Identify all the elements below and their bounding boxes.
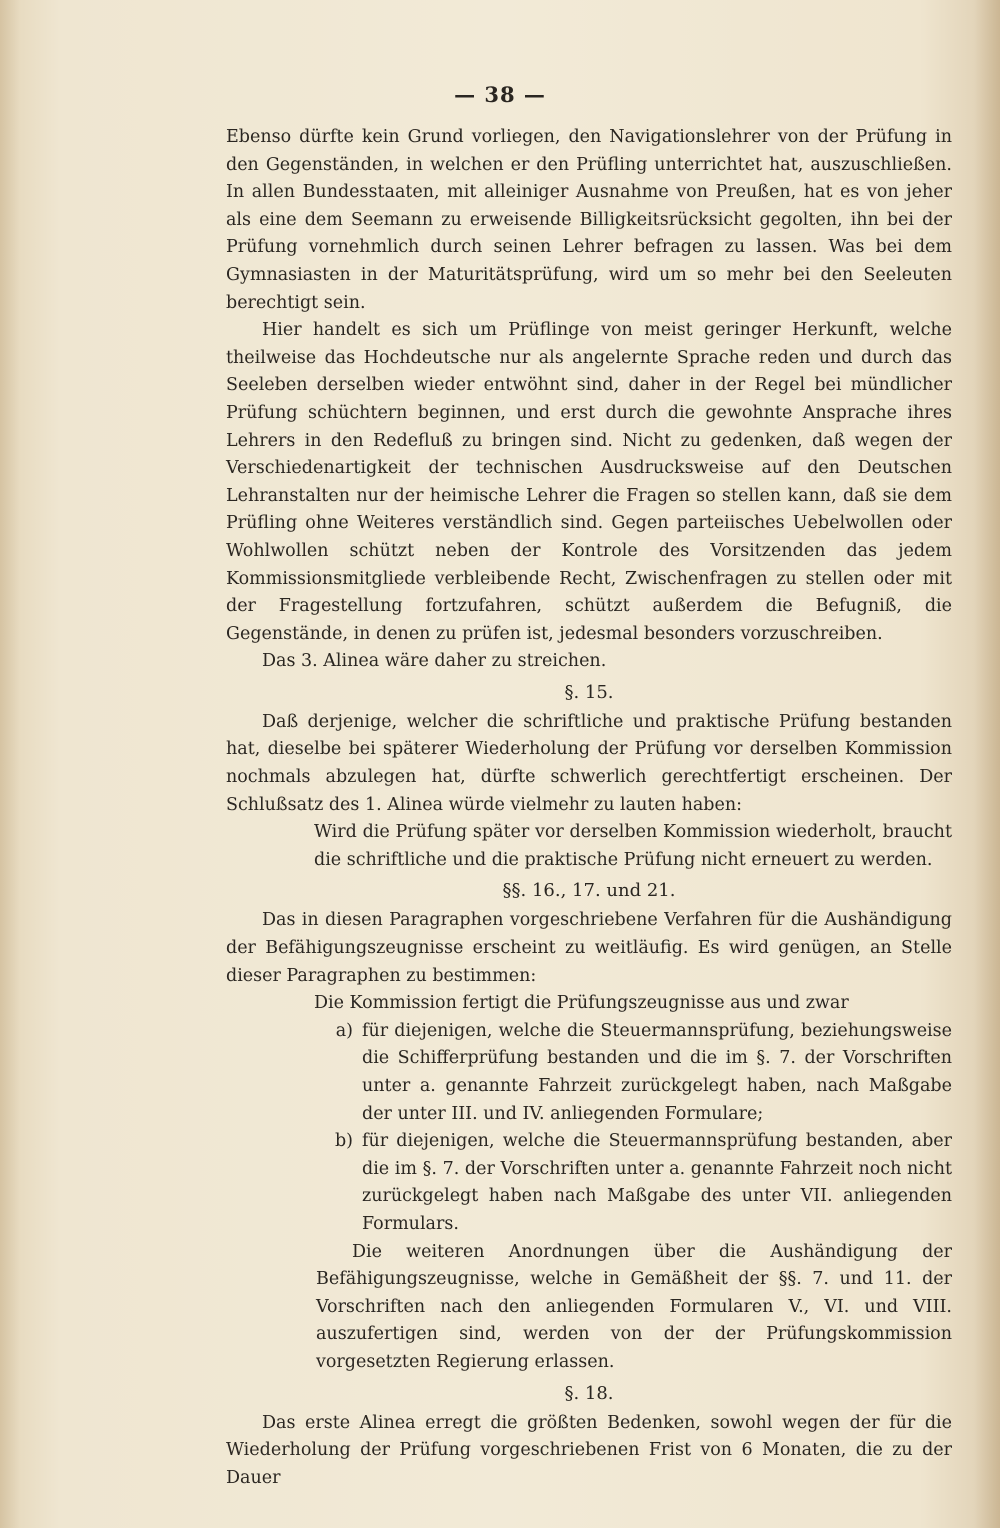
list-text-b: für diejenigen, welche die Steuermannsprüfung bestanden, aber die im §. 7. der Vorschriften unter a. genannte Fahrzeit noch nicht zurückgelegt haben nach Maßgabe des unter VII. anliegenden Formulars. xyxy=(362,1131,952,1234)
section-heading-18: §. 18. xyxy=(564,1382,614,1404)
section-15-paragraph: Daß derjenige, welcher die schriftliche und praktische Prüfung bestanden hat, dieselbe bei späterer Wiederholung der Prüfung vor derselben Kommission nochmals abzulegen hat, dürfte schwerlich gerechtfertigt erscheinen. Der Schlußsatz des 1. Alinea würde vielmehr zu lauten haben: xyxy=(226,711,952,815)
list-item-b xyxy=(226,1128,952,1238)
list-marker-a: a) xyxy=(335,1020,353,1041)
paragraph-ebenso: Ebenso dürfte kein Grund vorliegen, den Navigationslehrer von der Prüfung in den Gegenständen, in welchen er den Prüfling unterrichtet hat, auszuschließen. In allen Bundesstaaten, mit alleiniger Ausnahme von Preußen, hat es von jeher als eine dem Seemann zu erweisende Billigkeitsrücksicht gegolten, ihn bei der Prüfung vornehmlich durch seinen Lehrer befragen zu lassen. Was bei dem Gymnasiasten in der Maturitätsprüfung, wird um so mehr bei den Seeleuten berechtigt sein. xyxy=(226,127,952,313)
section-heading-15: §. 15. xyxy=(564,681,614,703)
section-15-quote: Wird die Prüfung später vor derselben Kommission wiederholt, braucht die schriftliche und die praktische Prüfung nicht erneuert zu werden. xyxy=(314,822,952,870)
page-edge-right xyxy=(974,0,1000,1528)
section-18-paragraph: Das erste Alinea erregt die größten Bedenken, sowohl wegen der für die Wiederholung der Prüfung vorgeschriebenen Frist von 6 Monaten, die zu der Dauer xyxy=(226,1412,952,1488)
list-marker-b: b) xyxy=(334,1131,353,1152)
section-16-closing: Die weiteren Anordnungen über die Aushändigung der Befähigungszeugnisse, welche in Gemäßheit der §§. 7. und 11. der Vorschriften nach den anliegenden Formularen V., VI. und VIII. auszufertigen sind, werden von der der Prüfungskommission vorgesetzten Regierung erlassen. xyxy=(316,1241,952,1372)
page-edge-left xyxy=(0,0,20,1528)
document-body xyxy=(226,124,952,1492)
section-16-paragraph: Das in diesen Paragraphen vorgeschriebene Verfahren für die Aushändigung der Befähigungszeugnisse erscheint zu weitläufig. Es wird genügen, an Stelle dieser Paragraphen zu bestimmen: xyxy=(226,910,952,986)
paragraph-alinea-streichen: Das 3. Alinea wäre daher zu streichen. xyxy=(262,651,607,672)
page-number: — 38 — xyxy=(454,82,546,107)
paragraph-hier: Hier handelt es sich um Prüflinge von meist geringer Herkunft, welche theilweise das Hochdeutsche nur als angelernte Sprache reden und durch das Seeleben derselben wieder entwöhnt sind, daher in der Regel bei mündlicher Prüfung schüchtern beginnen, und erst durch die gewohnte Ansprache ihres Lehrers in den Redefluß zu bringen sind. Nicht zu gedenken, daß wegen der Verschiedenartigkeit der technischen Ausdrucksweise auf den Deutschen Lehranstalten nur der heimische Lehrer die Fragen so stellen kann, daß sie dem Prüfling ohne Weiteres verständlich sind. Gegen parteiisches Uebelwollen oder Wohlwollen schützt neben der Kontrole des Vorsitzenden das jedem Kommissionsmitgliede verbleibende Recht, Zwischenfragen zu stellen oder mit der Fragestellung fortzufahren, schützt außerdem die Befugniß, die Gegenstände, in denen zu prüfen ist, jedesmal besonders vorzuschreiben. xyxy=(226,320,952,644)
list-item-a xyxy=(226,1018,952,1128)
section-heading-16-17-21: §§. 16., 17. und 21. xyxy=(502,880,676,902)
section-16-directive: Die Kommission fertigt die Prüfungszeugnisse aus und zwar xyxy=(314,993,849,1014)
list-text-a: für diejenigen, welche die Steuermannsprüfung, beziehungsweise die Schifferprüfung bestanden und die im §. 7. der Vorschriften unter a. genannte Fahrzeit zurückgelegt haben, nach Maßgabe der unter III. und IV. anliegenden Formulare; xyxy=(362,1020,952,1124)
